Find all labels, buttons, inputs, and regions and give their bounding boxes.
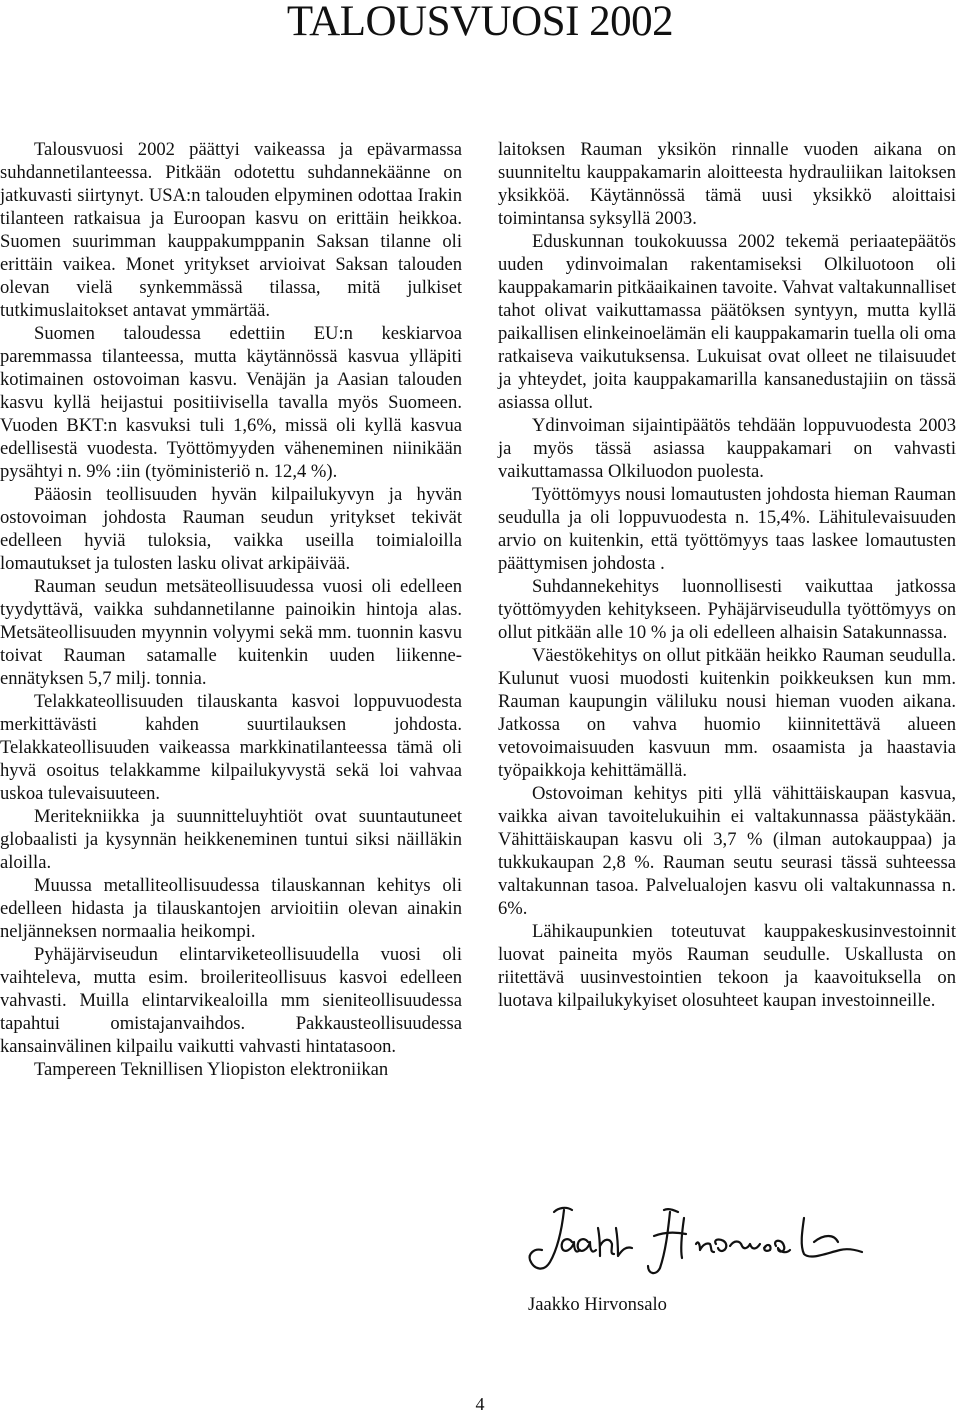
paragraph: Talousvuosi 2002 päättyi vaikeassa ja epävarmassa suhdannetilanteessa. Pitkään odotettu suhdannekäänne on jatkuvasti siirtynyt. USA:n talouden elpyminen odottaa Irakin tilanteen ratkaisua ja Euroopan kasvu on erittäin heikkoa. Suomen suurimman kauppakumppanin Saksan tilanne oli erittäin vaikea. Monet yritykset arvioivat Saksan talouden olevan vielä synkemmässä tilassa, mitä julkiset tutkimuslaitokset antavat ymmärtää. xyxy=(0,139,462,321)
paragraph: Suomen taloudessa edettiin EU:n keskiarvoa paremmassa tilanteessa, mutta käytännössä kasvua ylläpiti kotimainen ostovoiman kasvu. Venäjän ja Aasian talouden kasvu kyllä heijastui positiivisella tavalla myös Suomeen. Vuoden BKT:n kasvuksi tuli 1,6%, missä oli kyllä kasvua edellisestä vuodesta. Työttömyyden väheneminen niinikään pysähtyi n. 9% :iin (työministeriö n. 12,4 %). xyxy=(0,323,462,482)
paragraph: Lähikaupunkien toteutuvat kauppakeskusinvestoinnit luovat paineita myös Rauman seudulle. Uskallusta on riitettävä uusinvestointien tekoon ja kaavoituksella on luotava kilpailukykyiset olosuhteet kaupan investoinneille. xyxy=(498,921,956,1011)
paragraph: Rauman seudun metsäteollisuudessa vuosi oli edelleen tyydyttävä, vaikka suhdannetilanne painoikin hintoja alas. Metsäteollisuuden myynnin volyymi sekä mm. tuonnin kasvu toivat Rauman satamalle kuitenkin uuden liikenne-ennätyksen 5,7 milj. tonnia. xyxy=(0,576,462,689)
paragraph-continuation: laitoksen Rauman yksikön rinnalle vuoden aikana on suunniteltu kauppakamarin aloitteesta hydrauliikan laitoksen yksikköä. Käytännössä tämä uusi yksikkö aloittaisi toimintansa syksyllä 2003. xyxy=(498,139,956,229)
paragraph: Pääosin teollisuuden hyvän kilpailukyvyn ja hyvän ostovoiman johdosta Rauman seudun yritykset tekivät edelleen hyviä tuloksia, vaikka useilla toimialoilla lomautukset ja tulosten lasku olivat arkipäivää. xyxy=(0,484,462,574)
paragraph: Pyhäjärviseudun elintarviketeollisuudella vuosi oli vaihteleva, mutta esim. broileriteollisuus kasvoi edelleen vahvasti. Muilla elintarvikealoilla mm sieniteollisuudessa tapahtui omistajanvaihdos. Pakkausteollisuudessa kansainvälinen kilpailu vaikutti vahvasti hintatasoon. xyxy=(0,944,462,1057)
paragraph: Väestökehitys on ollut pitkään heikko Rauman seudulla. Kulunut vuosi muodosti kuitenkin poikkeuksen kun mm. Rauman kaupungin väliluku nousi hieman vuoden aikana. Jatkossa on vahva huomio kiinnitettävä alueen vetovoimaisuuden kasvuun mm. osaamista ja haastavia työpaikkoja kehittämällä. xyxy=(498,645,956,781)
right-column xyxy=(498,138,956,1012)
left-column xyxy=(0,138,462,1081)
signer-name: Jaakko Hirvonsalo xyxy=(528,1294,667,1315)
paragraph: Ostovoiman kehitys piti yllä vähittäiskaupan kasvua, vaikka aivan tavoitelukuihin ei valtakunnassa päästykään. Vähittäiskaupan kasvu oli 3,7 % (ilman autokauppaa) ja tukkukaupan 2,8 %. Rauman seutu seurasi tässä suhteessa valtakunnan tasoa. Palvelualojen kasvu oli valtakunnassa n. 6%. xyxy=(498,783,956,919)
paragraph: Muussa metalliteollisuudessa tilauskannan kehitys oli edelleen hidasta ja tilauskantojen arvioitiin olevan ainakin neljänneksen normaalia heikompi. xyxy=(0,875,462,942)
paragraph: Telakkateollisuuden tilauskanta kasvoi loppuvuodesta merkittävästi kahden suurtilauksen johdosta. Telakkateollisuuden vaikeassa markkinatilanteessa tämä oli hyvä osoitus telakkamme kilpailukyvystä sekä loi vahvaa uskoa tulevaisuuteen. xyxy=(0,691,462,804)
page-title: TALOUSVUOSI 2002 xyxy=(286,0,674,45)
paragraph: Eduskunnan toukokuussa 2002 tekemä periaatepäätös uuden ydinvoimalan rakentamiseksi Olkiluotoon oli kauppakamarin pitkäaikainen tavoite. Vahvat valtakunnalliset tahot olivat vaikuttamassa päätöksen syntyyn, mutta kyllä paikallisen elinkeinoelämän eli kauppakamarin tuella oli oma ratkaiseva vaikutuksensa. Lukuisat ovat olleet ne tilaisuudet ja yhteydet, joita kauppakamarilla kansanedustajiin on tässä asiassa ollut. xyxy=(498,231,956,413)
page-number: 4 xyxy=(475,1394,485,1414)
paragraph: Tampereen Teknillisen Yliopiston elektroniikan xyxy=(34,1059,389,1080)
paragraph: Meritekniikka ja suunnitteluyhtiöt ovat suuntautuneet globaalisti ja kysynnän heikkeneminen tuntui siksi näilläkin aloilla. xyxy=(0,806,462,873)
paragraph: Työttömyys nousi lomautusten johdosta hieman Rauman seudulla ja oli loppuvuodesta n. 15,4%. Lähitulevaisuuden arvio on kuitenkin, että työttömyys taas laskee lomautusten päättymisen johdosta . xyxy=(498,484,956,574)
paragraph: Suhdannekehitys luonnollisesti vaikuttaa jatkossa työttömyyden kehitykseen. Pyhäjärviseudulla työttömyys on ollut pitkään alle 10 % ja oli edelleen alhaisin Satakunnassa. xyxy=(498,576,956,643)
paragraph: Ydinvoiman sijaintipäätös tehdään loppuvuodesta 2003 ja myös tässä asiassa kauppakamari on vahvasti vaikuttamassa Olkiluodon puolesta. xyxy=(498,415,956,482)
handwritten-signature xyxy=(514,1198,870,1278)
